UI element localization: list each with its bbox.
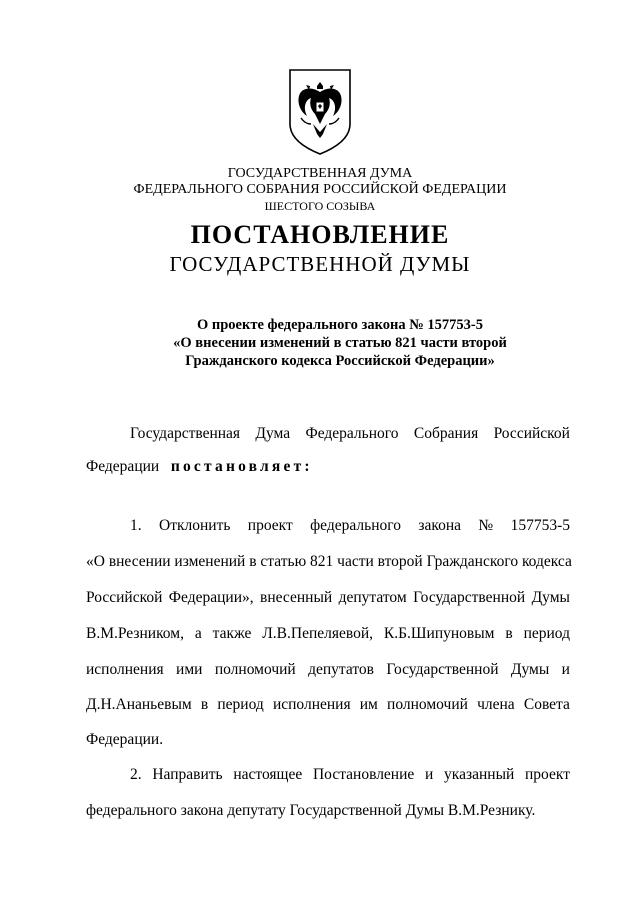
item1-line-6 (86, 696, 570, 714)
paragraph-word: им (359, 696, 378, 713)
paragraph-word: проект (525, 766, 570, 783)
paragraph-word: 157753-5 (510, 517, 570, 534)
paragraph-word: период (523, 625, 570, 642)
item1-line-3 (86, 589, 570, 607)
paragraph-word: депутатов (308, 661, 374, 678)
preamble-word: Государственная (130, 425, 241, 442)
paragraph-word: указанный (444, 766, 515, 783)
preamble-word: Федерального (305, 425, 399, 442)
preamble-line-1 (130, 425, 570, 443)
item2-line-1 (130, 766, 570, 784)
paragraph-word: ими (176, 661, 203, 678)
paragraph-word: К.Б.Шипуновым (383, 625, 495, 642)
paragraph-word: В.М.Резником, (86, 625, 184, 642)
preamble-word: Собрания (413, 425, 479, 442)
paragraph-word: в (505, 625, 513, 642)
preamble-word: Федерации (86, 458, 160, 475)
paragraph-word: в (200, 696, 209, 713)
paragraph-word: Д.Н.Ананьевым (86, 696, 192, 713)
paragraph-word: Постановление (312, 766, 415, 783)
paragraph-word: исполнения (86, 661, 164, 678)
paragraph-word: также (212, 625, 252, 642)
subject-line-1: О проекте федерального закона № 157753-5 (196, 317, 484, 333)
paragraph-word: проект (247, 517, 293, 534)
header-line-duma: ГОСУДАРСТВЕННАЯ ДУМА (227, 166, 413, 181)
paragraph-word: и (425, 766, 434, 783)
paragraph-word: Думы (510, 661, 550, 678)
paragraph-word: депутатом (338, 589, 407, 606)
preamble-line-2 (86, 458, 570, 476)
header-line-convocation: ШЕСТОГО СОЗЫВА (264, 199, 376, 213)
paragraph-word: Государственной (386, 661, 499, 678)
paragraph-word: Направить (152, 766, 223, 783)
decree-verb: постановляет: (170, 458, 313, 475)
paragraph-word: 1. (130, 517, 142, 534)
paragraph-word: полномочий (387, 696, 468, 713)
paragraph-word: Российской (86, 589, 163, 606)
preamble-word: Российской (493, 425, 570, 442)
paragraph-word: Отклонить (159, 517, 231, 534)
header-line-assembly: ФЕДЕРАЛЬНОГО СОБРАНИЯ РОССИЙСКОЙ ФЕДЕРАЦИИ (133, 182, 507, 197)
paragraph-word: Государственной (413, 589, 526, 606)
item2-line-2: федерального закона депутату Государственной Думы В.М.Резнику. (86, 802, 536, 819)
paragraph-word: № (478, 517, 494, 534)
paragraph-word: внесенный (260, 589, 333, 606)
subject-line-2: «О внесении изменений в статью 821 части второй (173, 335, 507, 351)
paragraph-word: Л.В.Пепеляевой, (262, 625, 374, 642)
paragraph-word: период (217, 696, 264, 713)
paragraph-word: исполнения (272, 696, 351, 713)
subject-line-3: Гражданского кодекса Российской Федерации» (185, 353, 495, 369)
document-subtitle: ГОСУДАРСТВЕННОЙ ДУМЫ (169, 252, 471, 276)
paragraph-word: а (194, 625, 202, 642)
paragraph-word: члена (477, 696, 515, 713)
item1-line-4 (86, 625, 570, 643)
item1-line-2: «О внесении изменений в статью 821 части второй Гражданского кодекса (86, 553, 572, 570)
paragraph-word: полномочий (214, 661, 296, 678)
paragraph-word: настоящее (233, 766, 303, 783)
coat-of-arms-emblem (287, 68, 353, 156)
document-title: ПОСТАНОВЛЕНИЕ (190, 220, 450, 249)
paragraph-word: Думы (531, 589, 570, 606)
item1-line-7: Федерации. (86, 731, 164, 748)
paragraph-word: федерального (310, 517, 401, 534)
paragraph-word: и (561, 661, 570, 678)
item1-line-5 (86, 661, 570, 679)
paragraph-word: 2. (130, 766, 142, 783)
preamble-word: Дума (255, 425, 291, 442)
paragraph-word: Федерации», (168, 589, 254, 606)
item1-line-1 (130, 517, 570, 535)
paragraph-word: закона (418, 517, 462, 534)
paragraph-word: Совета (523, 696, 570, 713)
